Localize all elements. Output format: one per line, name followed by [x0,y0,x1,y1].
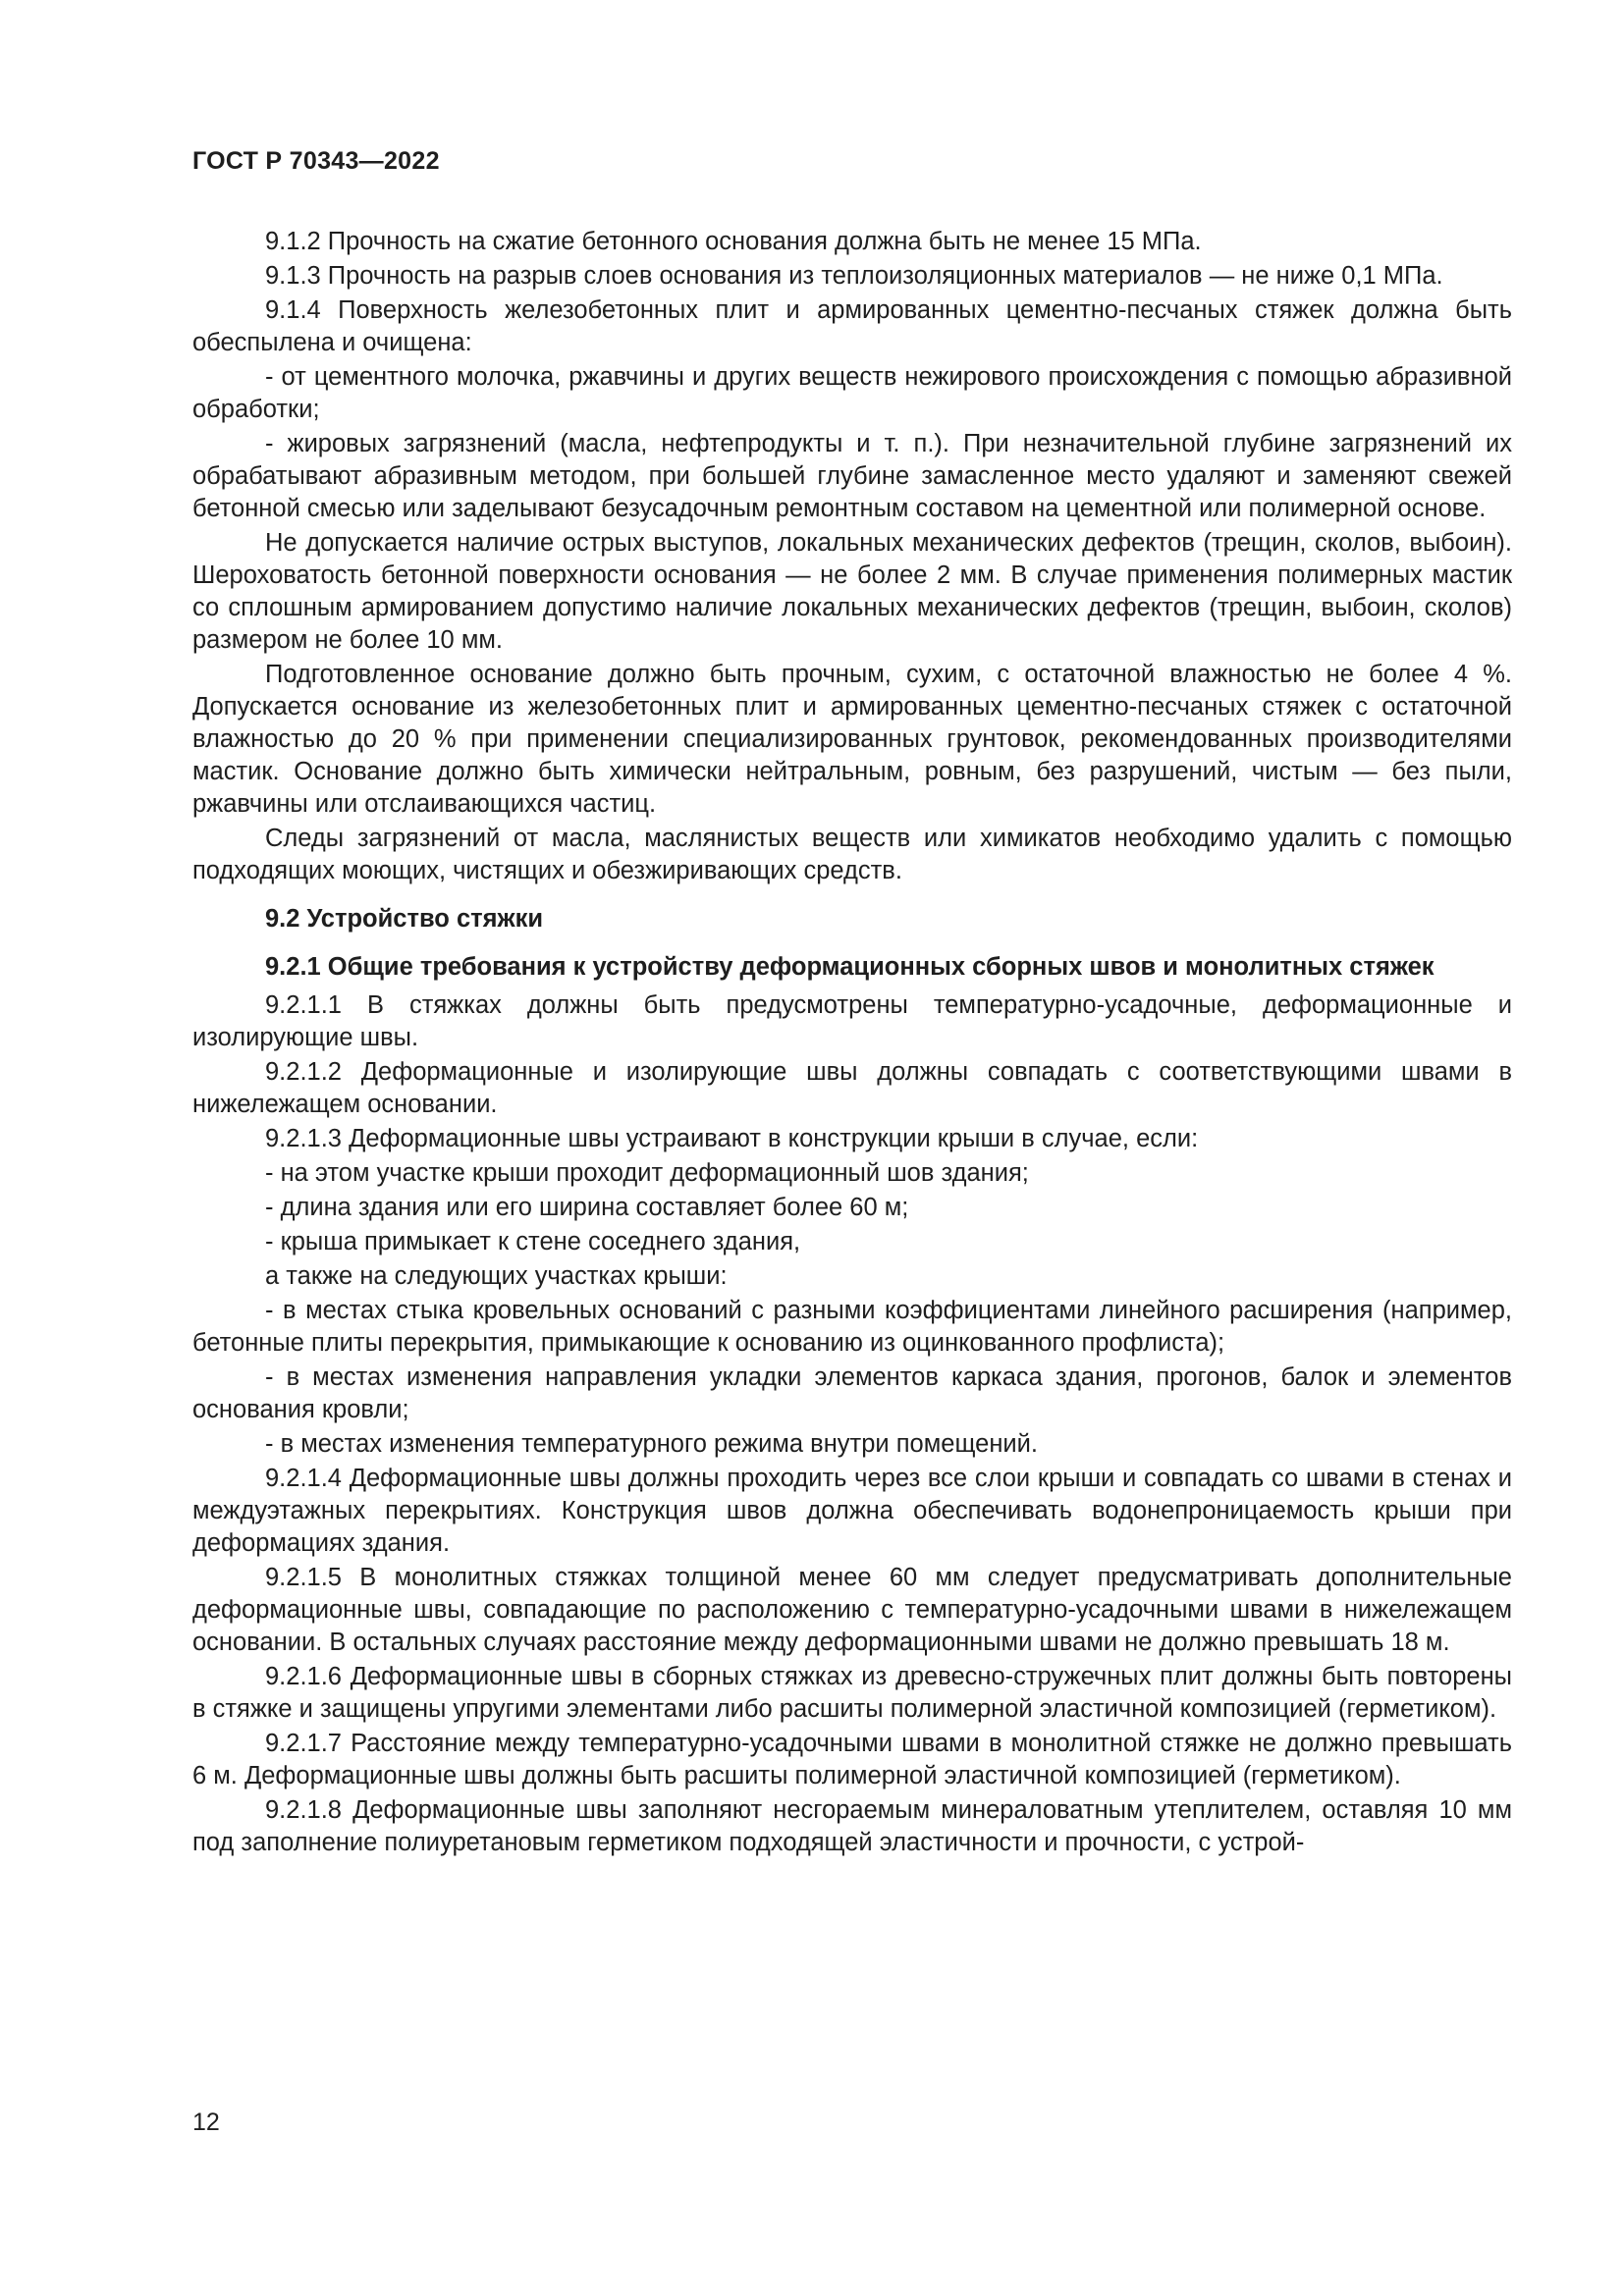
document-body [192,226,1512,1861]
list-item-cement-laitance: - от цементного молочка, ржавчины и других веществ нежирового происхождения с помощью абразивной обработки; [192,363,1512,423]
page-number: 12 [192,2109,220,2136]
paragraph-9-2-1-7: 9.2.1.7 Расстояние между температурно-усадочными швами в монолитной стяжке не должно превышать 6 м. Деформационные швы должны быть расшиты полимерной эластичной композицией (герметиком). [192,1730,1512,1789]
subsection-title-9-2-1: 9.2.1 Общие требования к устройству деформационных сборных швов и монолитных стяжек [265,953,1435,981]
list-item-building-joint: - на этом участке крыши проходит деформационный шов здания; [265,1159,1029,1187]
paragraph-prepared-base: Подготовленное основание должно быть прочным, сухим, с остаточной влажностью не более 4 %. Допускается основание из железобетонных плит и армированных цементно-песчаных стяжек с остаточной влажностью до 20 % при применении специализированных грунтовок, рекомендованных производителями мастик. Основание должно быть химически нейтральным, ровным, без разрушений, чистым — без пыли, ржавчины или отслаивающихся частиц. [192,661,1512,818]
paragraph-9-2-1-4: 9.2.1.4 Деформационные швы должны проходить через все слои крыши и совпадать со швами в стенах и междуэтажных перекрытиях. Конструкция швов должна обеспечивать водонепроницаемость крыши при деформациях здания. [192,1465,1512,1557]
list-item-grease-contamination: - жировых загрязнений (масла, нефтепродукты и т. п.). При незначительной глубине загрязнений их обрабатывают абразивным методом, при большей глубине замасленное место удаляют и заменяют свежей бетонной смесью или заделывают безусадочным ремонтным составом на цементной или полимерной основе. [192,430,1512,522]
paragraph-9-2-1-8: 9.2.1.8 Деформационные швы заполняют несгораемым минераловатным утеплителем, оставляя 10 мм под заполнение полиуретановым герметиком подходящей эластичности и прочности, с устрой- [192,1796,1512,1856]
paragraph-9-1-3: 9.1.3 Прочность на разрыв слоев основания из теплоизоляционных материалов — не ниже 0,1 МПа. [265,262,1443,290]
paragraph-9-2-1-5: 9.2.1.5 В монолитных стяжках толщиной менее 60 мм следует предусматривать дополнительные деформационные швы, совпадающие по расположению с температурно-усадочными швами в нижележащем основании. В остальных случаях расстояние между деформационными швами не должно превышать 18 м. [192,1564,1512,1656]
paragraph-following-areas: а также на следующих участках крыши: [265,1262,728,1290]
list-item-adjacent-wall: - крыша примыкает к стене соседнего здания, [265,1228,801,1255]
standard-header: ГОСТ Р 70343—2022 [192,147,440,175]
list-item-base-junction: - в местах стыка кровельных оснований с разными коэффициентами линейного расширения (например, бетонные плиты перекрытия, примыкающие к основанию из оцинкованного профлиста); [192,1297,1512,1357]
paragraph-defects: Не допускается наличие острых выступов, локальных механических дефектов (трещин, сколов, выбоин). Шероховатость бетонной поверхности основания — не более 2 мм. В случае применения полимерных мастик со сплошным армированием допустимо наличие локальных механических дефектов (трещин, выбоин, сколов) размером не более 10 мм. [192,529,1512,654]
list-item-temperature-change: - в местах изменения температурного режима внутри помещений. [265,1430,1038,1458]
paragraph-9-2-1-6: 9.2.1.6 Деформационные швы в сборных стяжках из древесно-стружечных плит должны быть повторены в стяжке и защищены упругими элементами либо расшиты полимерной эластичной композицией (герметиком). [192,1663,1512,1723]
list-item-direction-change: - в местах изменения направления укладки элементов каркаса здания, прогонов, балок и элементов основания кровли; [192,1363,1512,1423]
paragraph-9-2-1-3: 9.2.1.3 Деформационные швы устраивают в конструкции крыши в случае, если: [265,1125,1199,1152]
paragraph-9-2-1-1: 9.2.1.1 В стяжках должны быть предусмотрены температурно-усадочные, деформационные и изолирующие швы. [192,991,1512,1051]
paragraph-9-2-1-2: 9.2.1.2 Деформационные и изолирующие швы должны совпадать с соответствующими швами в нижележащем основании. [192,1058,1512,1118]
list-item-building-length: - длина здания или его ширина составляет более 60 м; [265,1194,909,1221]
paragraph-9-1-2: 9.1.2 Прочность на сжатие бетонного основания должна быть не менее 15 МПа. [265,228,1202,255]
paragraph-9-1-4: 9.1.4 Поверхность железобетонных плит и армированных цементно-песчаных стяжек должна быть обеспылена и очищена: [192,296,1512,356]
section-title-9-2: 9.2 Устройство стяжки [265,905,544,933]
paragraph-oil-traces: Следы загрязнений от масла, маслянистых веществ или химикатов необходимо удалить с помощью подходящих моющих, чистящих и обезжиривающих средств. [192,825,1512,884]
